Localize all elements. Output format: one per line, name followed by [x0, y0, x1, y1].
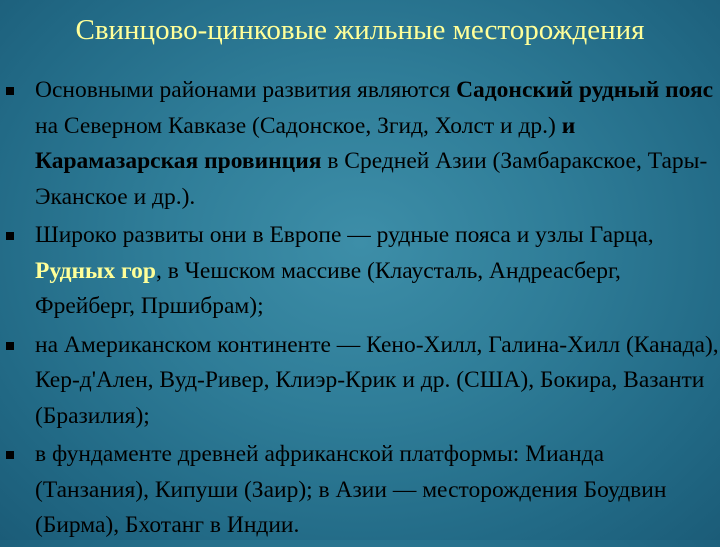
bullet-text: , в Чешском массиве (Клаусталь, Андреасберг, Фрейберг, Пршибрам);	[35, 257, 621, 319]
bullet-text: на Северном Кавказе (Садонское, Згид, Холст и др.)	[35, 112, 562, 139]
bullet-item-africa-asia	[6, 437, 720, 544]
bullet-item-europe	[6, 218, 720, 325]
bullet-text: в Средней Азии (Замбаракское, Тары-Эканское и др.).	[35, 148, 708, 210]
square-bullet-icon	[6, 232, 14, 240]
bullet-bold-text: Садонский рудный пояс	[456, 77, 714, 103]
bullet-text: на Американском континенте — Кено-Хилл, Галина-Хилл (Канада), Кер-д'Ален, Вуд-Ривер, Клиэр-Крик и др. (США), Бокира, Вазанти (Бразилия);	[35, 331, 719, 429]
bullet-list	[6, 73, 720, 547]
slide-title: Свинцово-цинковые жильные месторождения	[75, 14, 645, 46]
bullet-text: Основными районами развития являются	[35, 77, 457, 103]
square-bullet-icon	[6, 342, 14, 350]
bullet-highlight-text: Рудных гор	[35, 257, 156, 284]
bullet-text: в фундаменте древней африканской платформы: Мианда (Танзания), Кипуши (Заир); в Азии — месторождения Боудвин (Бирма), Бхотанг в Индии.	[35, 441, 667, 538]
bullet-text: Широко развиты они в Европе — рудные пояса и узлы Гарца,	[35, 222, 654, 248]
bullet-item-america	[6, 328, 720, 435]
square-bullet-icon	[6, 451, 14, 459]
bullet-bold-text: и Карамазарская провинция	[35, 112, 576, 174]
square-bullet-icon	[6, 87, 14, 95]
bullet-item-districts	[6, 73, 720, 215]
